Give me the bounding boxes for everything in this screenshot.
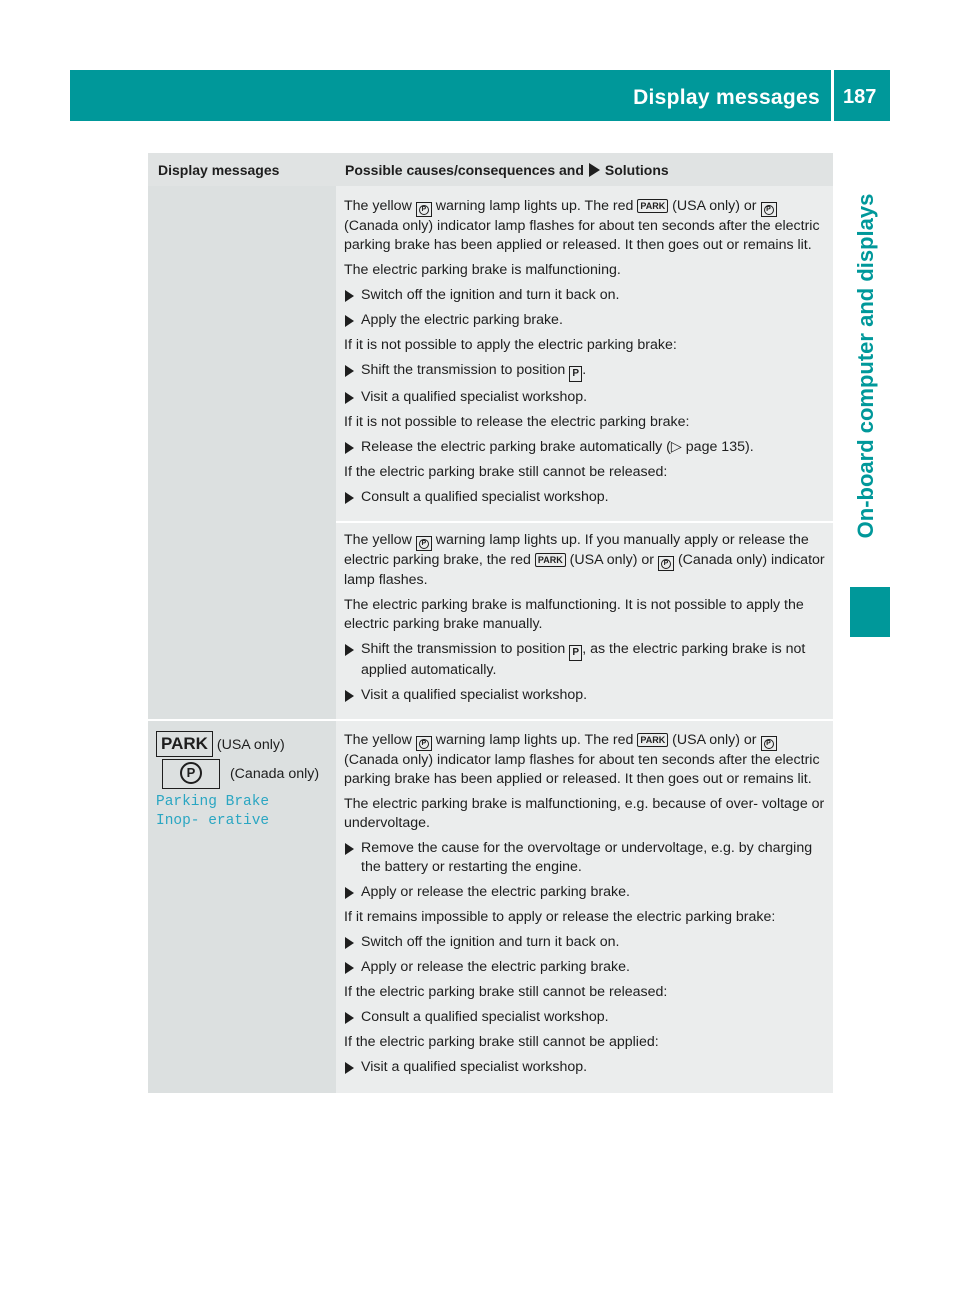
table-row: [148, 721, 833, 1093]
paragraph: If it is not possible to apply the electric parking brake:: [344, 337, 677, 353]
parking-brake-indicator-icon: P: [761, 202, 777, 217]
park-indicator-icon: PARK: [535, 553, 566, 567]
message-cell-empty: [148, 186, 336, 719]
paragraph: If it remains impossible to apply or release the electric parking brake:: [344, 909, 776, 925]
column-header-solutions-label: Solutions: [604, 161, 669, 178]
chapter-tab-label: On-board computer and displays: [853, 193, 878, 539]
solution-block: [336, 523, 833, 719]
step-item: Apply the electric parking brake.: [344, 311, 827, 330]
step-item: Switch off the ignition and turn it back on.: [344, 933, 827, 952]
paragraph: The yellow P warning lamp lights up. If you manually apply or release the electric parking brake, the red PARK (USA only) or P (Canada only) indicator lamp flashes.: [344, 532, 825, 588]
paragraph: If the electric parking brake still cannot be released:: [344, 984, 668, 1000]
step-item: Visit a qualified specialist workshop.: [344, 686, 827, 705]
parking-brake-indicator-icon: P: [162, 759, 220, 789]
paragraph: The electric parking brake is malfunctioning.: [344, 262, 621, 278]
step-item: Shift the transmission to position P .: [344, 361, 827, 382]
park-indicator-icon: PARK: [637, 199, 668, 213]
solutions-cell: [336, 721, 833, 1093]
display-messages-table: [148, 153, 833, 1093]
step-item: Release the electric parking brake automatically (▷ page 135).: [344, 438, 827, 457]
gear-position-p-icon: P: [569, 645, 582, 661]
step-item: Visit a qualified specialist workshop.: [344, 1058, 827, 1077]
paragraph: The electric parking brake is malfunctioning, e.g. because of over- voltage or undervoltage.: [344, 796, 825, 831]
park-indicator-icon: PARK: [156, 731, 213, 757]
step-item: Shift the transmission to position P , as the electric parking brake is not applied automatically.: [344, 640, 827, 680]
message-cell: [148, 721, 336, 1093]
brake-warning-icon: P: [416, 536, 432, 551]
column-header-causes-label: Possible causes/consequences and: [345, 161, 584, 178]
display-message-text: Parking Brake Inop‐ erative: [156, 794, 270, 829]
page-reference-link[interactable]: page 135).: [685, 439, 754, 455]
paragraph: If it is not possible to release the electric parking brake:: [344, 414, 690, 430]
solution-block: [336, 186, 833, 521]
brake-warning-icon: P: [416, 202, 432, 217]
parking-brake-indicator-icon: P: [658, 556, 674, 571]
step-item: Visit a qualified specialist workshop.: [344, 388, 827, 407]
step-item: Apply or release the electric parking brake.: [344, 958, 827, 977]
solution-block: [336, 721, 833, 1093]
table-row: [148, 186, 833, 719]
park-indicator-icon: PARK: [637, 733, 668, 747]
paragraph: The electric parking brake is malfunctioning. It is not possible to apply the electric parking brake manually.: [344, 597, 804, 632]
paragraph: The yellow P warning lamp lights up. The red PARK (USA only) or P (Canada only) indicator lamp flashes for about ten seconds after the electric parking brake has been applied or released. It then goes out or remains lit.: [344, 198, 820, 253]
paragraph: If the electric parking brake still cannot be released:: [344, 464, 668, 480]
solution-arrow-icon: [589, 163, 600, 177]
step-item: Apply or release the electric parking brake.: [344, 883, 827, 902]
page-reference-icon: ▷: [670, 439, 682, 455]
step-item: Switch off the ignition and turn it back on.: [344, 286, 827, 305]
column-header-messages: Display messages: [158, 162, 280, 178]
step-item: Remove the cause for the overvoltage or undervoltage, e.g. by charging the battery or restarting the engine.: [344, 839, 827, 877]
step-item: Consult a qualified specialist workshop.: [344, 1008, 827, 1027]
brake-warning-icon: P: [416, 736, 432, 751]
paragraph: The yellow P warning lamp lights up. The red PARK (USA only) or P (Canada only) indicator lamp flashes for about ten seconds after the electric parking brake has been applied or released. It then goes out or remains lit.: [344, 732, 820, 787]
step-item: Consult a qualified specialist workshop.: [344, 488, 827, 507]
gear-position-p-icon: P: [569, 366, 582, 382]
canada-only-label: (Canada only): [229, 765, 320, 782]
header-divider: [831, 70, 834, 121]
page-title: Display messages: [633, 86, 820, 109]
paragraph: If the electric parking brake still cannot be applied:: [344, 1034, 659, 1050]
table-header: [148, 153, 833, 186]
column-header-causes: [336, 153, 833, 186]
usa-only-label: (USA only): [216, 737, 285, 753]
solutions-cell: [336, 186, 833, 719]
parking-brake-indicator-icon: P: [761, 736, 777, 751]
chapter-tab-marker: [850, 587, 890, 637]
page-number: 187: [843, 86, 877, 108]
